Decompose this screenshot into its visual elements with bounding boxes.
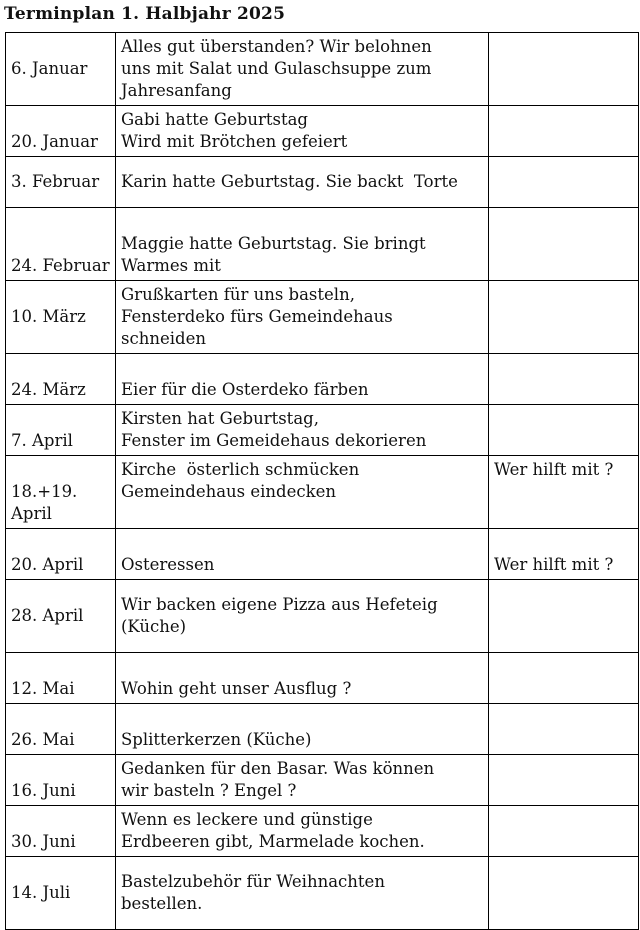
table-row (6, 755, 639, 806)
activity-line: Kirsten hat Geburtstag, (121, 409, 319, 428)
note-cell (489, 405, 639, 456)
schedule-table (5, 32, 639, 930)
note-cell (489, 33, 639, 106)
activity-line: Erdbeeren gibt, Marmelade kochen. (121, 832, 425, 851)
note-text: Wer hilft mit ? (494, 555, 614, 574)
activity-cell (116, 580, 489, 653)
table-row (6, 157, 639, 208)
activity-line: Gabi hatte Geburtstag (121, 110, 308, 129)
table-row (6, 456, 639, 529)
table-row (6, 857, 639, 930)
activity-line: Wir backen eigene Pizza aus Hefeteig (121, 595, 438, 614)
note-cell (489, 456, 639, 529)
activity-line: Karin hatte Geburtstag. Sie backt Torte (121, 172, 458, 191)
activity-line: uns mit Salat und Gulaschsuppe zum (121, 59, 432, 78)
activity-line: Gemeindehaus eindecken (121, 482, 337, 501)
table-row (6, 405, 639, 456)
date-cell (6, 580, 116, 653)
date-text: 30. Juni (11, 832, 76, 851)
activity-line: Gedanken für den Basar. Was können (121, 759, 435, 778)
activity-line: Wird mit Brötchen gefeiert (121, 132, 348, 151)
date-text: 3. Februar (11, 172, 100, 191)
schedule-body (6, 33, 639, 930)
activity-cell (116, 857, 489, 930)
date-text: 10. März (11, 307, 86, 326)
note-cell (489, 755, 639, 806)
activity-cell (116, 456, 489, 529)
activity-cell (116, 529, 489, 580)
note-cell (489, 580, 639, 653)
note-cell (489, 529, 639, 580)
activity-cell (116, 653, 489, 704)
note-cell (489, 208, 639, 281)
activity-line: Wenn es leckere und günstige (121, 810, 373, 829)
activity-line: Grußkarten für uns basteln, (121, 285, 355, 304)
activity-line: wir basteln ? Engel ? (121, 781, 297, 800)
date-text: 24. März (11, 380, 86, 399)
date-text: 18.+19. April (11, 482, 78, 523)
date-text: 28. April (11, 606, 84, 625)
table-row (6, 354, 639, 405)
date-cell (6, 755, 116, 806)
table-row (6, 653, 639, 704)
date-text: 6. Januar (11, 59, 88, 78)
date-text: 14. Juli (11, 883, 71, 902)
activity-line: Kirche österlich schmücken (121, 460, 360, 479)
table-row (6, 106, 639, 157)
date-cell (6, 354, 116, 405)
table-row (6, 806, 639, 857)
date-text: 20. April (11, 555, 84, 574)
date-cell (6, 281, 116, 354)
note-text: Wer hilft mit ? (494, 460, 614, 479)
document-title: Terminplan 1. Halbjahr 2025 (4, 4, 286, 24)
activity-cell (116, 281, 489, 354)
date-cell (6, 33, 116, 106)
activity-line: Bastelzubehör für Weihnachten (121, 872, 385, 891)
activity-line: Alles gut überstanden? Wir belohnen (121, 37, 432, 56)
activity-line: Osteressen (121, 555, 215, 574)
date-text: 20. Januar (11, 132, 98, 151)
activity-line: bestellen. (121, 894, 203, 913)
table-row (6, 704, 639, 755)
date-cell (6, 208, 116, 281)
date-cell (6, 857, 116, 930)
date-cell (6, 529, 116, 580)
activity-line: Eier für die Osterdeko färben (121, 380, 369, 399)
table-row (6, 281, 639, 354)
activity-line: Wohin geht unser Ausflug ? (121, 679, 352, 698)
activity-cell (116, 208, 489, 281)
activity-cell (116, 755, 489, 806)
activity-line: Splitterkerzen (Küche) (121, 730, 312, 749)
activity-line: Jahresanfang (121, 81, 232, 100)
date-text: 12. Mai (11, 679, 75, 698)
note-cell (489, 653, 639, 704)
activity-line: schneiden (121, 329, 206, 348)
table-row (6, 529, 639, 580)
activity-line: Warmes mit (121, 256, 221, 275)
table-row (6, 580, 639, 653)
date-text: 24. Februar (11, 256, 110, 275)
date-text: 16. Juni (11, 781, 76, 800)
activity-cell (116, 806, 489, 857)
activity-cell (116, 704, 489, 755)
activity-cell (116, 354, 489, 405)
note-cell (489, 857, 639, 930)
date-cell (6, 653, 116, 704)
table-row (6, 33, 639, 106)
activity-line: Fenster im Gemeidehaus dekorieren (121, 431, 427, 450)
note-cell (489, 806, 639, 857)
activity-line: Fensterdeko fürs Gemeindehaus (121, 307, 393, 326)
activity-cell (116, 405, 489, 456)
activity-cell (116, 157, 489, 208)
date-cell (6, 157, 116, 208)
activity-cell (116, 33, 489, 106)
date-cell (6, 806, 116, 857)
note-cell (489, 157, 639, 208)
note-cell (489, 281, 639, 354)
date-cell (6, 106, 116, 157)
activity-line: (Küche) (121, 617, 187, 636)
note-cell (489, 354, 639, 405)
note-cell (489, 704, 639, 755)
date-cell (6, 704, 116, 755)
date-cell (6, 405, 116, 456)
table-row (6, 208, 639, 281)
date-text: 26. Mai (11, 730, 75, 749)
note-cell (489, 106, 639, 157)
date-text: 7. April (11, 431, 73, 450)
activity-line: Maggie hatte Geburtstag. Sie bringt (121, 234, 426, 253)
date-cell (6, 456, 116, 529)
activity-cell (116, 106, 489, 157)
